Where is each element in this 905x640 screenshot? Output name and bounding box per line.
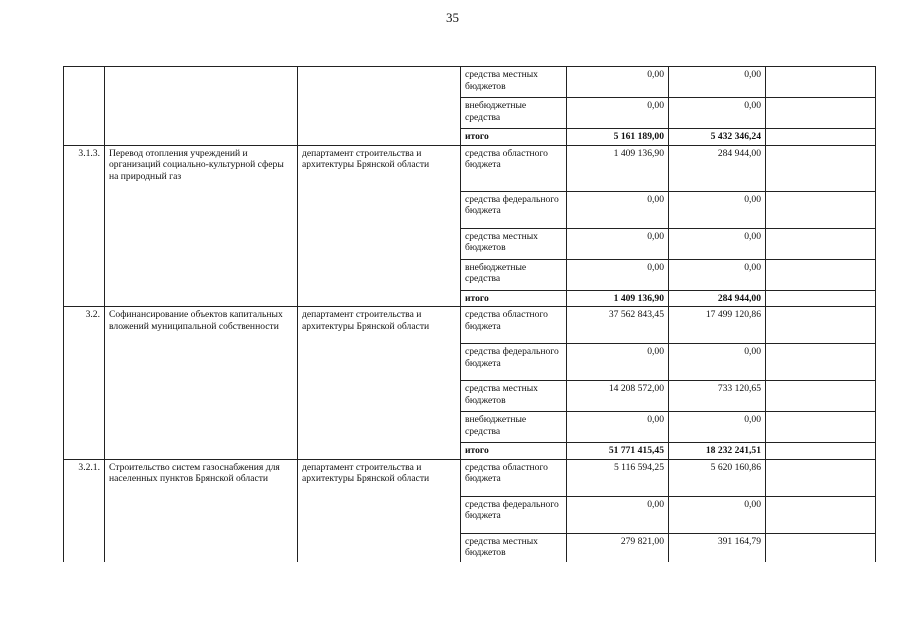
funding-source-cell: средства местных бюджетов: [461, 67, 567, 98]
empty-cell: [766, 145, 876, 191]
amount-cell-2: 0,00: [669, 67, 766, 98]
empty-cell: [766, 191, 876, 228]
amount-cell-1: 14 208 572,00: [567, 381, 669, 412]
table-row: [64, 145, 876, 191]
item-name-cell: [105, 67, 298, 146]
executor-cell: департамент строительства и архитектуры Брянской области: [298, 307, 461, 460]
funding-source-cell: средства областного бюджета: [461, 459, 567, 496]
executor-cell: департамент строительства и архитектуры Брянской области: [298, 459, 461, 562]
item-code-cell: 3.2.1.: [64, 459, 105, 562]
item-name-cell: Перевод отопления учреждений и организаций социально-культурной сферы на природный газ: [105, 145, 298, 307]
empty-cell: [766, 459, 876, 496]
amount-cell-1: 0,00: [567, 98, 669, 129]
item-code-cell: 3.2.: [64, 307, 105, 460]
financing-table: [63, 66, 876, 562]
funding-source-cell: внебюджетные средства: [461, 98, 567, 129]
amount-cell-2: 284 944,00: [669, 145, 766, 191]
amount-cell-2: 0,00: [669, 496, 766, 533]
amount-cell-2: 5 620 160,86: [669, 459, 766, 496]
page-number: 35: [446, 10, 459, 25]
item-name-cell: Строительство систем газоснабжения для населенных пунктов Брянской области: [105, 459, 298, 562]
empty-cell: [766, 307, 876, 344]
amount-cell-2: 5 432 346,24: [669, 129, 766, 146]
funding-source-cell: средства областного бюджета: [461, 307, 567, 344]
amount-cell-1: 0,00: [567, 191, 669, 228]
amount-cell-1: 51 771 415,45: [567, 443, 669, 460]
empty-cell: [766, 381, 876, 412]
amount-cell-1: 0,00: [567, 496, 669, 533]
amount-cell-1: 5 161 189,00: [567, 129, 669, 146]
amount-cell-2: 284 944,00: [669, 290, 766, 307]
executor-cell: [298, 67, 461, 146]
funding-source-cell: внебюджетные средства: [461, 412, 567, 443]
empty-cell: [766, 533, 876, 562]
amount-cell-2: 733 120,65: [669, 381, 766, 412]
amount-cell-2: 0,00: [669, 412, 766, 443]
amount-cell-2: 0,00: [669, 259, 766, 290]
funding-source-cell: средства федерального бюджета: [461, 496, 567, 533]
amount-cell-1: 0,00: [567, 412, 669, 443]
table-row: [64, 67, 876, 98]
item-code-cell: [64, 67, 105, 146]
amount-cell-1: 37 562 843,45: [567, 307, 669, 344]
empty-cell: [766, 67, 876, 98]
amount-cell-2: 391 164,79: [669, 533, 766, 562]
empty-cell: [766, 443, 876, 460]
item-code-cell: 3.1.3.: [64, 145, 105, 307]
amount-cell-2: 0,00: [669, 344, 766, 381]
funding-source-cell: средства местных бюджетов: [461, 533, 567, 562]
executor-cell: департамент строительства и архитектуры Брянской области: [298, 145, 461, 307]
empty-cell: [766, 259, 876, 290]
empty-cell: [766, 290, 876, 307]
amount-cell-2: 18 232 241,51: [669, 443, 766, 460]
empty-cell: [766, 228, 876, 259]
funding-source-cell: средства местных бюджетов: [461, 381, 567, 412]
amount-cell-2: 0,00: [669, 191, 766, 228]
amount-cell-2: 17 499 120,86: [669, 307, 766, 344]
empty-cell: [766, 496, 876, 533]
total-label-cell: итого: [461, 290, 567, 307]
total-label-cell: итого: [461, 443, 567, 460]
funding-source-cell: средства федерального бюджета: [461, 191, 567, 228]
funding-source-cell: внебюджетные средства: [461, 259, 567, 290]
amount-cell-1: 279 821,00: [567, 533, 669, 562]
amount-cell-1: 0,00: [567, 344, 669, 381]
amount-cell-1: 0,00: [567, 228, 669, 259]
funding-source-cell: средства местных бюджетов: [461, 228, 567, 259]
amount-cell-1: 1 409 136,90: [567, 290, 669, 307]
amount-cell-1: 0,00: [567, 259, 669, 290]
amount-cell-1: 5 116 594,25: [567, 459, 669, 496]
amount-cell-2: 0,00: [669, 98, 766, 129]
item-name-cell: Софинансирование объектов капитальных вложений муниципальной собственности: [105, 307, 298, 460]
funding-source-cell: средства федерального бюджета: [461, 344, 567, 381]
funding-source-cell: средства областного бюджета: [461, 145, 567, 191]
empty-cell: [766, 129, 876, 146]
amount-cell-1: 0,00: [567, 67, 669, 98]
table-row: [64, 459, 876, 496]
empty-cell: [766, 412, 876, 443]
amount-cell-2: 0,00: [669, 228, 766, 259]
table-row: [64, 307, 876, 344]
amount-cell-1: 1 409 136,90: [567, 145, 669, 191]
empty-cell: [766, 98, 876, 129]
total-label-cell: итого: [461, 129, 567, 146]
empty-cell: [766, 344, 876, 381]
